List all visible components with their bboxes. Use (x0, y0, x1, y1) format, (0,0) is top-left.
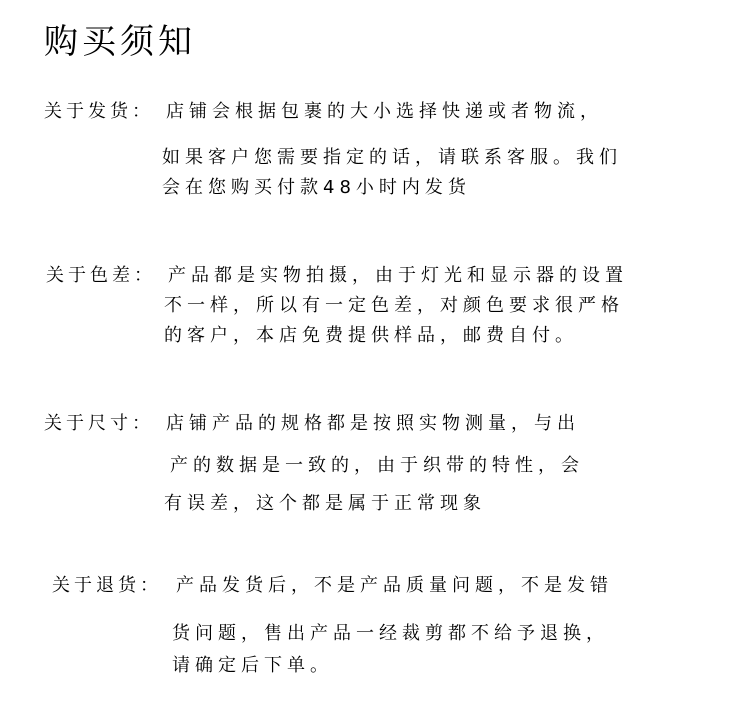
section-returns-line-2: 货问题，售出产品一经裁剪都不给予退换， (172, 623, 609, 644)
section-shipping-line-3: 会在您购买付款48小时内发货 (162, 177, 471, 198)
section-size-line-1: 店铺产品的规格都是按照实物测量，与出 (166, 413, 580, 434)
section-returns-heading: 关于退货： (52, 575, 162, 596)
page-title: 购买须知 (44, 22, 196, 62)
section-color-line-2: 不一样，所以有一定色差，对颜色要求很严格 (164, 295, 624, 316)
section-size-line-3: 有误差，这个都是属于正常现象 (164, 493, 486, 514)
section-returns-line-1: 产品发货后，不是产品质量问题，不是发错 (176, 575, 613, 596)
section-shipping-line-2: 如果客户您需要指定的话，请联系客服。我们 (162, 147, 622, 168)
section-size-heading: 关于尺寸： (44, 413, 154, 434)
section-color-heading: 关于色差： (46, 265, 156, 286)
section-returns-line-3: 请确定后下单。 (172, 655, 333, 676)
section-shipping-line-1: 店铺会根据包裹的大小选择快递或者物流， (166, 101, 603, 122)
section-color-line-3: 的客户，本店免费提供样品，邮费自付。 (164, 325, 578, 346)
section-color-line-1: 产品都是实物拍摄，由于灯光和显示器的设置 (168, 265, 628, 286)
section-shipping-heading: 关于发货： (44, 101, 154, 122)
section-size-line-2: 产的数据是一致的，由于织带的特性，会 (170, 455, 584, 476)
